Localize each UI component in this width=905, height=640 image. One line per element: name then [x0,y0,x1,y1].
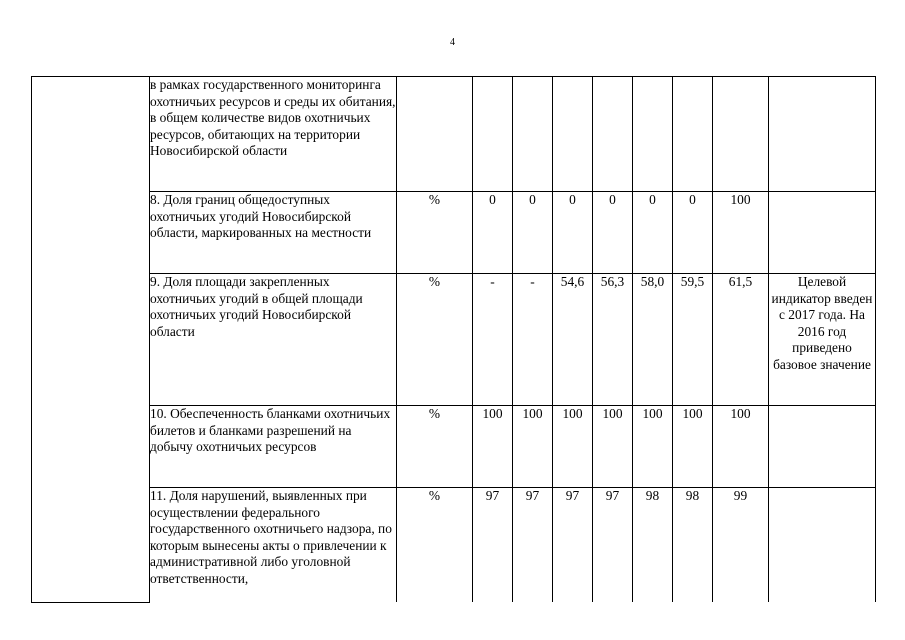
value-cell: 61,5 [713,274,769,406]
value-cell: 97 [593,488,633,603]
indicator-cell: 8. Доля границ общедоступных охотничьих угодий Новосибирской области, маркированных на местности [150,192,397,274]
value-cell: 0 [513,192,553,274]
value-cell: 100 [713,192,769,274]
value-cell: 0 [473,192,513,274]
value-cell: - [473,274,513,406]
value-cell: 98 [633,488,673,603]
indicator-cell: в рамках государственного мониторинга охотничьих ресурсов и среды их обитания, в общем количестве видов охотничьих ресурсов, обитающих на территории Новосибирской области [150,77,397,192]
value-cell: 100 [473,406,513,488]
value-cell [713,77,769,192]
value-cell: 0 [593,192,633,274]
value-cell: 100 [713,406,769,488]
table-row [32,77,876,192]
indicator-cell: 11. Доля нарушений, выявленных при осуществлении федерального государственного охотничьего надзора, по которым вынесены акты о привлечении к административной либо уголовной ответственности, [150,488,397,603]
value-cell: 100 [513,406,553,488]
value-cell: 58,0 [633,274,673,406]
value-cell: 54,6 [553,274,593,406]
table-row [32,488,876,603]
value-cell [633,77,673,192]
value-cell: 56,3 [593,274,633,406]
note-cell [769,406,876,488]
value-cell: 99 [713,488,769,603]
table-row [32,406,876,488]
value-cell: 98 [673,488,713,603]
value-cell: - [513,274,553,406]
value-cell [513,77,553,192]
unit-cell: % [397,274,473,406]
value-cell: 100 [673,406,713,488]
value-cell: 97 [553,488,593,603]
page-number: 4 [450,37,455,48]
indicator-cell: 9. Доля площади закрепленных охотничьих угодий в общей площади охотничьих угодий Новосибирской области [150,274,397,406]
value-cell: 100 [633,406,673,488]
note-cell [769,488,876,603]
value-cell: 0 [673,192,713,274]
value-cell: 97 [473,488,513,603]
value-cell: 100 [553,406,593,488]
value-cell: 0 [633,192,673,274]
indicators-table [31,76,876,603]
value-cell: 97 [513,488,553,603]
value-cell [593,77,633,192]
unit-cell [397,77,473,192]
unit-cell: % [397,192,473,274]
value-cell [473,77,513,192]
value-cell: 59,5 [673,274,713,406]
unit-cell: % [397,488,473,603]
note-cell [769,192,876,274]
note-cell: Целевой индикатор введен с 2017 года. На 2016 год приведено базовое значение [769,274,876,406]
value-cell [553,77,593,192]
unit-cell: % [397,406,473,488]
value-cell: 100 [593,406,633,488]
value-cell [673,77,713,192]
indicator-cell: 10. Обеспеченность бланками охотничьих билетов и бланками разрешений на добычу охотничьих ресурсов [150,406,397,488]
table-row [32,274,876,406]
note-cell [769,77,876,192]
table-row [32,192,876,274]
value-cell: 0 [553,192,593,274]
program-cell [32,77,150,603]
